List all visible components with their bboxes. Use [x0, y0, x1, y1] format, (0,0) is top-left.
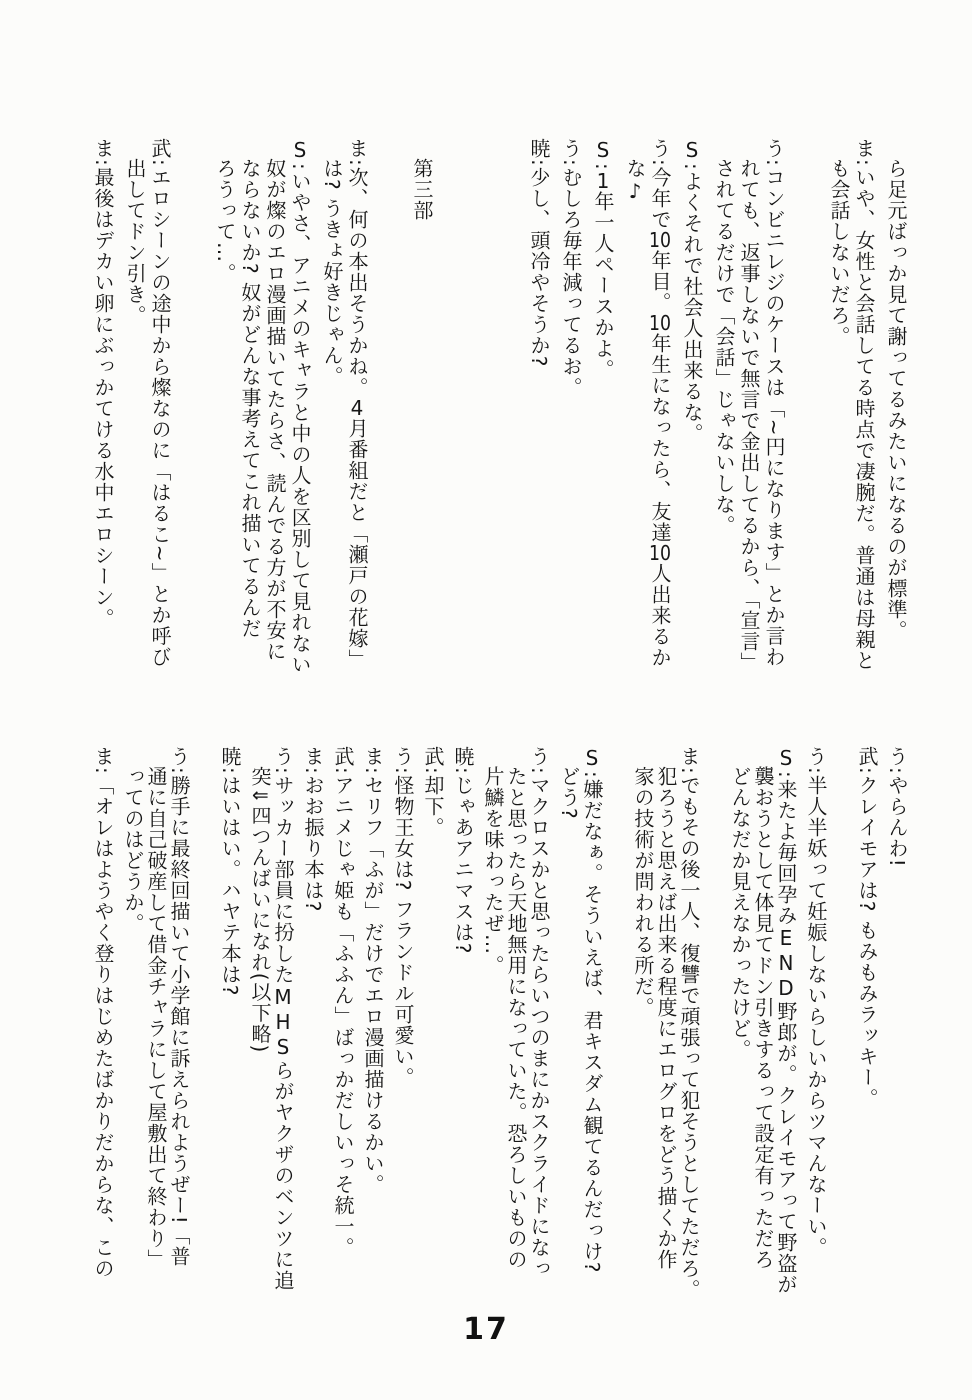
dialogue-line: う:むしろ毎年減ってるお。: [559, 138, 583, 398]
dialogue-line: S:よくそれで社会人出来るな。: [680, 138, 704, 444]
dialogue-line: されてるだけで「会話」じゃないしな。: [712, 158, 736, 536]
dialogue-line: ま:「オレはようやく登りはじめたばかりだからな、この: [91, 746, 115, 1279]
dialogue-line: う:怪物王女は? フランドル可愛い。: [391, 746, 415, 1088]
dialogue-line: ってのはどうか。: [121, 766, 145, 934]
dialogue-line: ら足元ばっか見て謝ってるみたいになるのが標準。: [884, 158, 908, 641]
dialogue-line: 突⇓四つんばいになれ(以下略): [248, 766, 272, 1054]
dialogue-line: う:コンビニレジのケースは「~円になります」とか言わ: [762, 138, 786, 668]
dialogue-line: う:サッカー部員に扮したMHSらがヤクザのベンツに追: [271, 746, 295, 1291]
dialogue-line: S:1年一人ペースかよ。: [591, 138, 615, 380]
dialogue-line: ま:おお振り本は?: [301, 746, 325, 913]
dialogue-line: 出してドン引き。: [123, 158, 147, 326]
dialogue-line: ま:セリフ「ふが」だけでエロ漫画描けるかい。: [361, 746, 385, 1195]
dialogue-line: どんなだか見えなかったけど。: [728, 766, 752, 1060]
dialogue-line: 片鱗を味わったぜ…。: [481, 766, 505, 976]
dialogue-line: う:やらんわ!: [885, 746, 909, 868]
dialogue-line: う:マクロスかと思ったらいつのまにかスクライドになっ: [527, 746, 551, 1279]
dialogue-line: 奴が燦のエロ漫画描いてたらさ、読んでる方が不安に: [263, 158, 287, 662]
dialogue-line: も会話しないだろ。: [827, 158, 851, 347]
dialogue-line: どう?: [557, 766, 581, 820]
dialogue-line: 通に自己破産して借金チャラにして屋敷出て終わり」: [144, 766, 168, 1270]
dialogue-line: 暁:じゃあアニマスは?: [451, 746, 475, 955]
dialogue-line: たと思ったら天地無用になっていた。恐ろしいものの: [504, 766, 528, 1270]
dialogue-block-top: [90, 138, 908, 713]
dialogue-line: S:嫌だなぁ。そういえば、君キスダム観てるんだっけ?: [580, 746, 604, 1274]
dialogue-line: ま:最後はデカい卵にぶっかてける水中エロシーン。: [91, 138, 115, 629]
dialogue-line: 襲おうとして体見てドン引きするって設定有っただろ: [751, 766, 775, 1270]
page-number: 17: [463, 1312, 509, 1347]
dialogue-line: ま:いや、女性と会話してる時点で凄腕だ。普通は母親と: [852, 138, 876, 671]
dialogue-line: 暁:少し、頭冷やそうか?: [527, 138, 551, 368]
dialogue-line: は? うきょ好きじゃん。: [320, 158, 344, 387]
dialogue-line: ま:次、何の本出そうかね。4月番組だと「瀬戸の花嫁」: [345, 138, 369, 670]
dialogue-line: 家の技術が問われる所だ。: [631, 766, 655, 1018]
dialogue-line: ならないか? 奴がどんな事考えてこれ描いてるんだ: [238, 158, 262, 639]
dialogue-line: れても、返事しないで無言で金出してるから、「宣言」: [737, 158, 761, 673]
dialogue-line: う:半人半妖って妊娠しないらしいからツマんなーい。: [804, 746, 828, 1258]
dialogue-line: 暁:はいはい。ハヤテ本は?: [218, 746, 242, 997]
dialogue-line: ま:でもその後一人、復讐で頑張って犯そうとしてただろ。: [677, 746, 701, 1300]
dialogue-line: 犯ろうと思えば出来る程度にエログロをどう描くか作: [654, 766, 678, 1270]
dialogue-line: S:来たよ毎回孕みEND野郎が。クレイモアって野盗が: [774, 746, 798, 1295]
dialogue-block-bottom: [91, 746, 908, 1346]
dialogue-line: う:今年で10年目。10年生になったら、友達10人出来るか: [648, 138, 672, 668]
dialogue-line: 武:アニメじゃ姫も「ふふん」ばっかだしいっそ統一。: [331, 746, 355, 1258]
dialogue-line: 武:クレイモアは? もみもみラッキー。: [855, 746, 879, 1109]
dialogue-line: S:いやさ、アニメのキャラと中の人を区別して見れない: [288, 138, 312, 675]
section-heading: 第三部: [410, 158, 434, 221]
dialogue-line: う:勝手に最終回描いて小学館に訴えられようぜー!「普: [167, 746, 191, 1267]
dialogue-line: 武:エロシーンの途中から燦なのに「はるこ~」とか呼び: [148, 138, 172, 668]
dialogue-line: 武:却下。: [421, 746, 445, 838]
dialogue-line: ろうって…。: [213, 158, 237, 284]
dialogue-line: な♪: [623, 158, 647, 204]
